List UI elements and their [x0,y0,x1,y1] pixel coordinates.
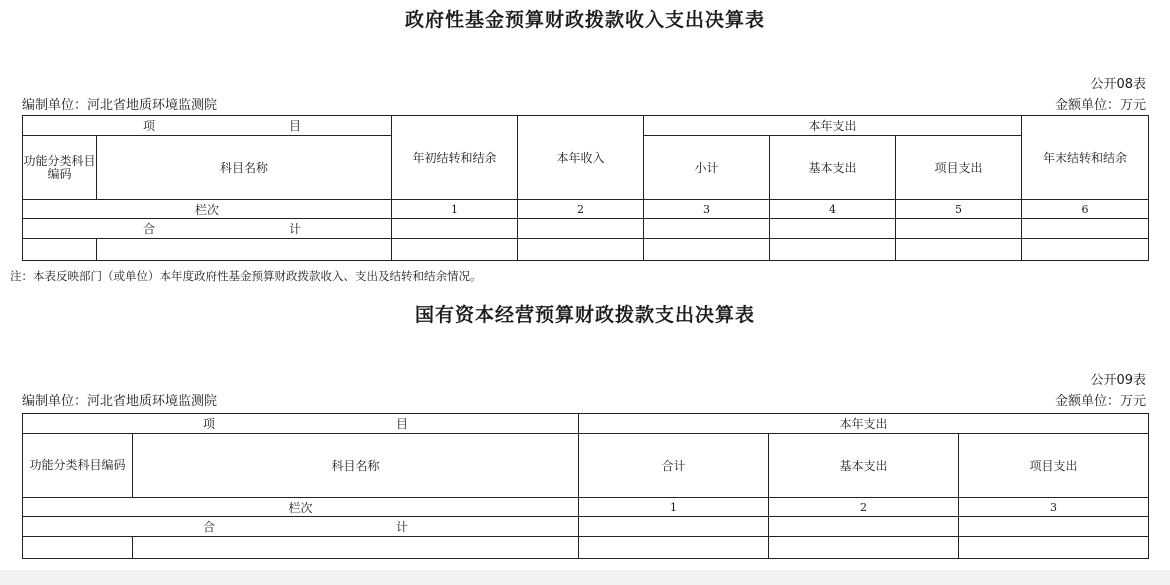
table2-col-project: 项目支出 [959,434,1149,498]
table2-total-b: 计 [395,520,408,534]
table1-head-subject-name: 科目名称 [97,136,392,200]
table2-unit: 金额单位：万元 [1054,394,1146,409]
table2-total-row [23,517,1149,537]
table1-grid [22,115,1149,261]
table-cell [644,239,770,261]
table-cell [769,517,959,537]
table1-col-num-6: 6 [1022,200,1149,219]
table1-col-num-3: 3 [644,200,770,219]
table-cell [133,537,579,559]
table-cell [97,239,392,261]
table1-col-num-5: 5 [896,200,1022,219]
table2-head-func-code: 功能分类科目编码 [23,434,133,498]
table1-empty-row [23,239,1149,261]
table2-col-num-2: 2 [769,498,959,517]
table1-col-income: 本年收入 [518,116,644,200]
table2-empty-row [23,537,1149,559]
table-cell [1022,219,1149,239]
table1-col-num-1: 1 [392,200,518,219]
table1-col-begin-balance: 年初结转和结余 [392,116,518,200]
table2-total-a: 合 [203,520,216,534]
table-cell [392,239,518,261]
table1-head-item-b: 目 [288,119,301,133]
table1-col-basic: 基本支出 [770,136,896,200]
table2-head-subject-name: 科目名称 [133,434,579,498]
table1-total-row [23,219,1149,239]
table2-col-num-1: 1 [579,498,769,517]
table1-row-label: 栏次 [23,200,392,219]
table-cell [770,239,896,261]
table2-col-basic: 基本支出 [769,434,959,498]
table2-row-label: 栏次 [23,498,579,517]
table2-col-expense-group: 本年支出 [579,414,1149,434]
table1-head-func-code: 功能分类科目编码 [23,136,97,200]
table2-col-num-3: 3 [959,498,1149,517]
table-cell [769,537,959,559]
table-cell [896,219,1022,239]
table2-head-item-a: 项 [203,417,216,431]
table2-title: 国有资本经营预算财政拨款支出决算表 [414,304,755,326]
viewer-bottom-band [0,570,1170,585]
table2-org: 编制单位：河北省地质环境监测院 [22,394,218,409]
table1-col-end-balance: 年末结转和结余 [1022,116,1149,200]
table2-code: 公开09表 [1090,373,1146,388]
table1-note: 注：本表反映部门（或单位）本年度政府性基金预算财政拨款收入、支出及结转和结余情况。 [10,269,482,283]
table-cell [518,219,644,239]
table1-col-expense-group: 本年支出 [644,116,1022,136]
table-cell [1022,239,1149,261]
table-cell [579,537,769,559]
table-cell [644,219,770,239]
table1-org: 编制单位：河北省地质环境监测院 [22,98,218,113]
table1-head-item [23,116,392,136]
table-cell [23,537,133,559]
table1-unit: 金额单位：万元 [1054,98,1146,113]
table2-head-item-b: 目 [395,417,408,431]
table-cell [392,219,518,239]
table-cell [959,537,1149,559]
table-cell [579,517,769,537]
table1-col-num-4: 4 [770,200,896,219]
table-cell [959,517,1149,537]
table-cell [770,219,896,239]
table-cell [23,239,97,261]
table-cell [518,239,644,261]
table1-title: 政府性基金预算财政拨款收入支出决算表 [404,9,765,31]
table2-total-label [23,517,579,537]
table1-code: 公开08表 [1090,77,1146,92]
table2-col-total: 合计 [579,434,769,498]
table1-col-num-2: 2 [518,200,644,219]
table2-head-item [23,414,579,434]
table-cell [896,239,1022,261]
table1-head-item-a: 项 [143,119,156,133]
table1-col-project: 项目支出 [896,136,1022,200]
table1-total-b: 计 [288,222,301,236]
table1-col-subtotal: 小计 [644,136,770,200]
table1-total-label [23,219,392,239]
table2-grid [22,413,1149,559]
table1-total-a: 合 [143,222,156,236]
